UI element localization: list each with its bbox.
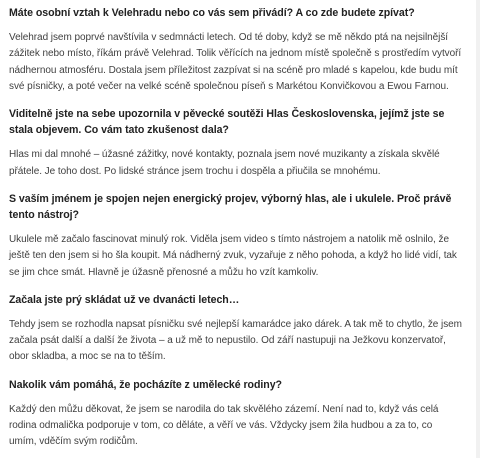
question-5: Nakolik vám pomáhá, že pocházíte z umělecké rodiny? [9,378,282,391]
answer-3: Ukulele mě začalo fascinovat minulý rok. Viděla jsem video s tímto nástrojem a natolik mě oslnilo, že ještě ten den jsem si ho šla koupit. Má nádherný zvuk, vyzařuje z něho pohoda, a když ho lidé vidí, tak se jim chce smát. Hlavně je úžasně přenosné a můžu ho vzít kamkoliv. [9,234,457,278]
answer-2: Hlas mi dal mnohé – úžasné zážitky, nové kontakty, poznala jsem nové muzikanty a získala skvělé přátele. Je toho dost. Po lidské stránce jsem trochu i dospěla a přiučila se mnohému. [9,149,440,177]
answer-5: Každý den můžu děkovat, že jsem se narodila do tak skvělého zázemí. Není nad to, když vás celá rodina odmalička podporuje v tom, co děláte, a věří ve vás. Vždycky jsem žila hudbou a za to, co umím, vděčím svým rodičům. [9,403,439,448]
page-right-edge [476,0,480,458]
question-4: Začala jste prý skládat už ve dvanácti letech… [9,293,240,306]
question-3: S vaším jménem je spojen nejen energický projev, výborný hlas, ale i ukulele. Proč právě tento nástroj? [9,192,452,222]
answer-4: Tehdy jsem se rozhodla napsat písničku své nejlepší kamarádce jako dárek. A tak mě to chytlo, že jsem začala psát další a další že života – a už mě to nepustilo. Od září nastupuji na Ježkovu konzervatoř, obor skladba, a moc se na to těším. [9,319,462,363]
question-1: Máte osobní vztah k Velehradu nebo co vás sem přivádí? A co zde budete zpívat? [9,7,415,19]
question-2: Viditelně jste na sebe upozornila v pěvecké soutěži Hlas Československa, jejímž jste se stala objevem. Co vám tato zkušenost dala? [9,108,445,137]
answer-1: Velehrad jsem poprvé navštívila v sedmnácti letech. Od té doby, když se mě někdo ptá na nejsilnější zážitek nebo místo, říkám právě Velehrad. Tolik věřících na jednom místě společně s prostředím vytvoří nádhernou atmosféru. Dostala jsem příležitost zazpívat si na scéně pro mladé s kapelou, kde budu mít své písničky, a poté večer na velké scéně společnou píseň s Markétou Konvičkovou a Ewou Farnou. [9,32,462,92]
